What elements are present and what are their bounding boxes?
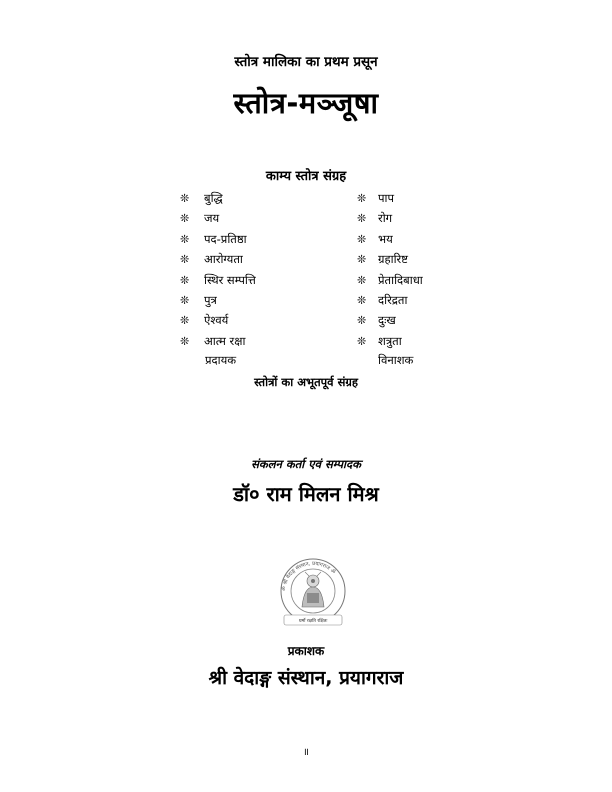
bullet-icon: ❊ <box>357 335 367 348</box>
section-heading: काम्य स्तोत्र संग्रह <box>265 169 347 184</box>
right-list-item: प्रेतादिबाधा <box>378 273 423 287</box>
right-list-item: दुःख <box>378 313 396 327</box>
compiler-role: संकलन कर्ता एवं सम्पादक <box>251 457 361 471</box>
collection-tagline: स्तोत्रों का अभूतपूर्व संग्रह <box>254 375 358 389</box>
right-column-footer: विनाशक <box>378 353 414 367</box>
svg-text:ॐ श्री वेदाङ्ग संस्थान, प्रयाग <box>280 561 337 592</box>
left-list-item: स्थिर सम्पत्ति <box>204 273 256 287</box>
series-subtitle: स्तोत्र मालिका का प्रथम प्रसून <box>234 54 378 70</box>
right-list-item: शत्रुता <box>378 334 402 348</box>
deity-icon <box>302 572 324 607</box>
bullet-icon: ❊ <box>180 253 190 266</box>
bullet-icon: ❊ <box>357 274 367 287</box>
right-list-item: पाप <box>378 191 395 205</box>
bullet-icon: ❊ <box>357 294 367 307</box>
bullet-icon: ❊ <box>357 192 367 205</box>
bullet-icon: ❊ <box>180 294 190 307</box>
left-list-item: बुद्धि <box>204 191 223 205</box>
book-title: स्तोत्र-मञ्जूषा <box>233 86 379 120</box>
left-list-item: पद-प्रतिष्ठा <box>204 232 247 246</box>
bullet-icon: ❊ <box>357 233 367 246</box>
publisher-name: श्री वेदाङ्ग संस्थान, प्रयागराज <box>208 667 404 689</box>
bullet-icon: ❊ <box>180 192 190 205</box>
publisher-label: प्रकाशक <box>287 644 325 658</box>
right-list-item: रोग <box>378 211 393 225</box>
bullet-icon: ❊ <box>357 253 367 266</box>
author-name: डॉ० राम मिलन मिश्र <box>233 482 379 506</box>
institute-emblem <box>276 557 350 631</box>
left-list-item: आत्म रक्षा <box>204 334 246 348</box>
page-number: ॥ <box>303 747 309 758</box>
left-list-item: जय <box>204 211 220 225</box>
left-column-footer: प्रदायक <box>205 353 237 367</box>
left-list-item: पुत्र <box>204 293 217 307</box>
bullet-icon: ❊ <box>357 212 367 225</box>
bullet-icon: ❊ <box>180 233 190 246</box>
emblem-ring-text: ॐ श्री वेदाङ्ग संस्थान, प्रयागराज ॐ <box>280 560 337 592</box>
bullet-icon: ❊ <box>180 212 190 225</box>
bullet-icon: ❊ <box>180 335 190 348</box>
right-list-item: भय <box>378 232 393 246</box>
bullet-icon: ❊ <box>180 274 190 287</box>
left-list-item: ऐश्वर्य <box>204 313 229 327</box>
bullet-icon: ❊ <box>357 314 367 327</box>
right-list-item: ग्रहारिष्ट <box>378 252 408 266</box>
right-list-item: दरिद्रता <box>378 293 408 307</box>
bullet-icon: ❊ <box>180 314 190 327</box>
left-list-item: आरोग्यता <box>204 252 243 266</box>
emblem-motto: धर्मो रक्षति रक्षितः <box>298 619 328 624</box>
